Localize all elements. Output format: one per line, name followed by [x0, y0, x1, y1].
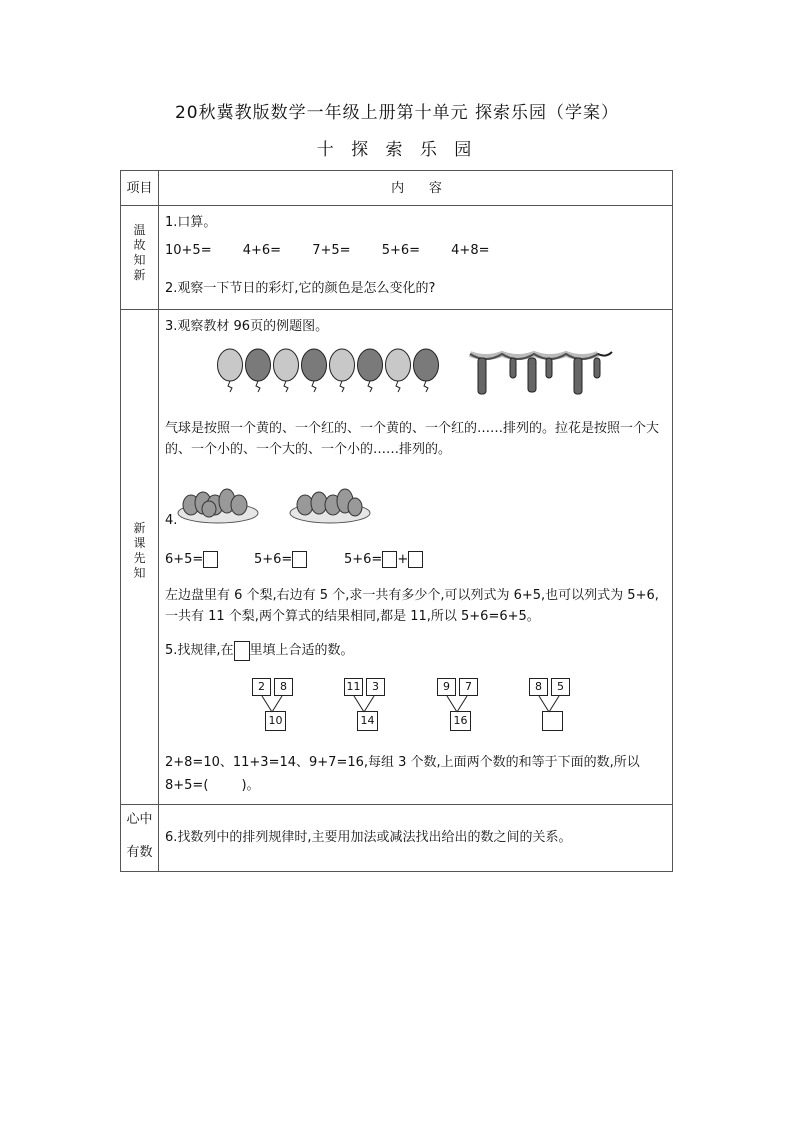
top-number-box: 7 — [459, 678, 478, 696]
question-4-eq3 — [344, 551, 423, 568]
question-3: 3.观察教材 96页的例题图。 — [165, 319, 329, 334]
bottom-number-box: 14 — [357, 711, 378, 731]
balloon-icon — [274, 349, 299, 381]
header-content: 内 容 — [391, 181, 442, 196]
pear-plate-icon — [177, 479, 259, 525]
label-char: 温 — [133, 223, 146, 237]
label-char: 故 — [133, 238, 146, 252]
eq-text: 6+5= — [165, 552, 204, 567]
balloon-string — [368, 381, 372, 392]
top-number-box: 9 — [437, 678, 456, 696]
answer-box[interactable] — [382, 551, 397, 568]
question-3-explanation: 气球是按照一个黄的、一个红的、一个黄的、一个红的……排列的。拉花是按照一个大的、一个小的、一个大的、一个小的……排列的。 — [165, 421, 660, 457]
bottom-number-box: 10 — [265, 711, 286, 731]
label-char: 知 — [133, 253, 146, 267]
balloon-icon — [386, 349, 411, 381]
label-char: 先 — [133, 551, 146, 565]
question-2: 2.观察一下节日的彩灯,它的颜色是怎么变化的? — [165, 281, 436, 296]
balloon-icon — [330, 349, 355, 381]
balloon-icon — [246, 349, 271, 381]
question-4-eq2 — [254, 551, 307, 568]
header-item: 项目 — [126, 181, 153, 196]
balloon-string — [228, 381, 232, 392]
answer-box[interactable] — [408, 551, 423, 568]
garland-icon — [466, 348, 616, 400]
section-title: 十 探 索 乐 园 — [316, 140, 478, 160]
balloons-icon — [217, 347, 447, 393]
mental-math-equations — [165, 243, 516, 258]
row-label-review — [121, 223, 158, 283]
balloon-icon — [414, 349, 439, 381]
q5-suffix: 里填上合适的数。 — [249, 643, 354, 658]
row-divider — [121, 804, 672, 805]
question-4-eq1 — [165, 551, 218, 568]
equation: 7+5= — [312, 243, 351, 258]
equation: 4+6= — [242, 243, 282, 258]
question-5 — [165, 639, 354, 661]
answer-box[interactable] — [292, 551, 307, 568]
top-number-box: 2 — [252, 678, 271, 696]
top-number-box: 8 — [529, 678, 548, 696]
bottom-number-box: 16 — [450, 711, 471, 731]
content-table — [120, 170, 673, 872]
row-divider — [121, 205, 672, 206]
balloon-string — [256, 381, 260, 392]
equation: 4+8= — [451, 243, 490, 258]
question-4-explanation: 左边盘里有 6 个梨,右边有 5 个,求一共有多少个,可以列式为 6+5,也可以列式为 5+6,一共有 11 个梨,两个算式的结果相同,都是 11,所以 5+6=6+5。 — [165, 588, 659, 624]
pear-plate-icon — [289, 479, 371, 525]
question-5-line1: 2+8=10、11+3=14、9+7=16,每组 3 个数,上面两个数的和等于下面的数,所以 — [165, 755, 640, 770]
label-char: 知 — [133, 566, 146, 580]
question-5-line2: 8+5=( )。 — [165, 778, 260, 793]
row-label-summary-2: 有数 — [126, 845, 153, 860]
q5-prefix: 5.找规律,在 — [165, 643, 234, 658]
top-number-box: 5 — [551, 678, 570, 696]
row-divider — [121, 309, 672, 310]
equation: 5+6= — [381, 243, 421, 258]
balloon-string — [396, 381, 400, 392]
balloon-string — [284, 381, 288, 392]
question-1: 1.口算。 — [165, 215, 217, 230]
equation: 10+5= — [165, 243, 212, 258]
balloon-icon — [302, 349, 327, 381]
column-divider — [158, 171, 159, 871]
question-6: 6.找数列中的排列规律时,主要用加法或减法找出给出的数之间的关系。 — [165, 830, 572, 845]
eq-text: 5+6= — [254, 552, 293, 567]
label-char: 课 — [133, 536, 146, 550]
balloon-icon — [358, 349, 383, 381]
balloon-string — [424, 381, 428, 392]
document-title: 20秋冀教版数学一年级上册第十单元 探索乐园（学案） — [174, 103, 620, 123]
top-number-box: 3 — [366, 678, 385, 696]
answer-box — [234, 641, 250, 661]
balloon-string — [340, 381, 344, 392]
balloon-string — [312, 381, 316, 392]
eq-text: 5+6= — [344, 552, 383, 567]
label-char: 新 — [133, 268, 146, 282]
label-char: 新 — [133, 521, 146, 535]
top-number-box: 8 — [274, 678, 293, 696]
row-label-preview — [121, 521, 158, 581]
plus-sign: + — [397, 552, 409, 567]
answer-box[interactable] — [203, 551, 218, 568]
question-4: 4. — [165, 513, 178, 528]
answer-box[interactable] — [542, 711, 563, 731]
balloon-icon — [218, 349, 243, 381]
row-label-summary-1: 心中 — [126, 812, 153, 827]
top-number-box: 11 — [344, 678, 363, 696]
